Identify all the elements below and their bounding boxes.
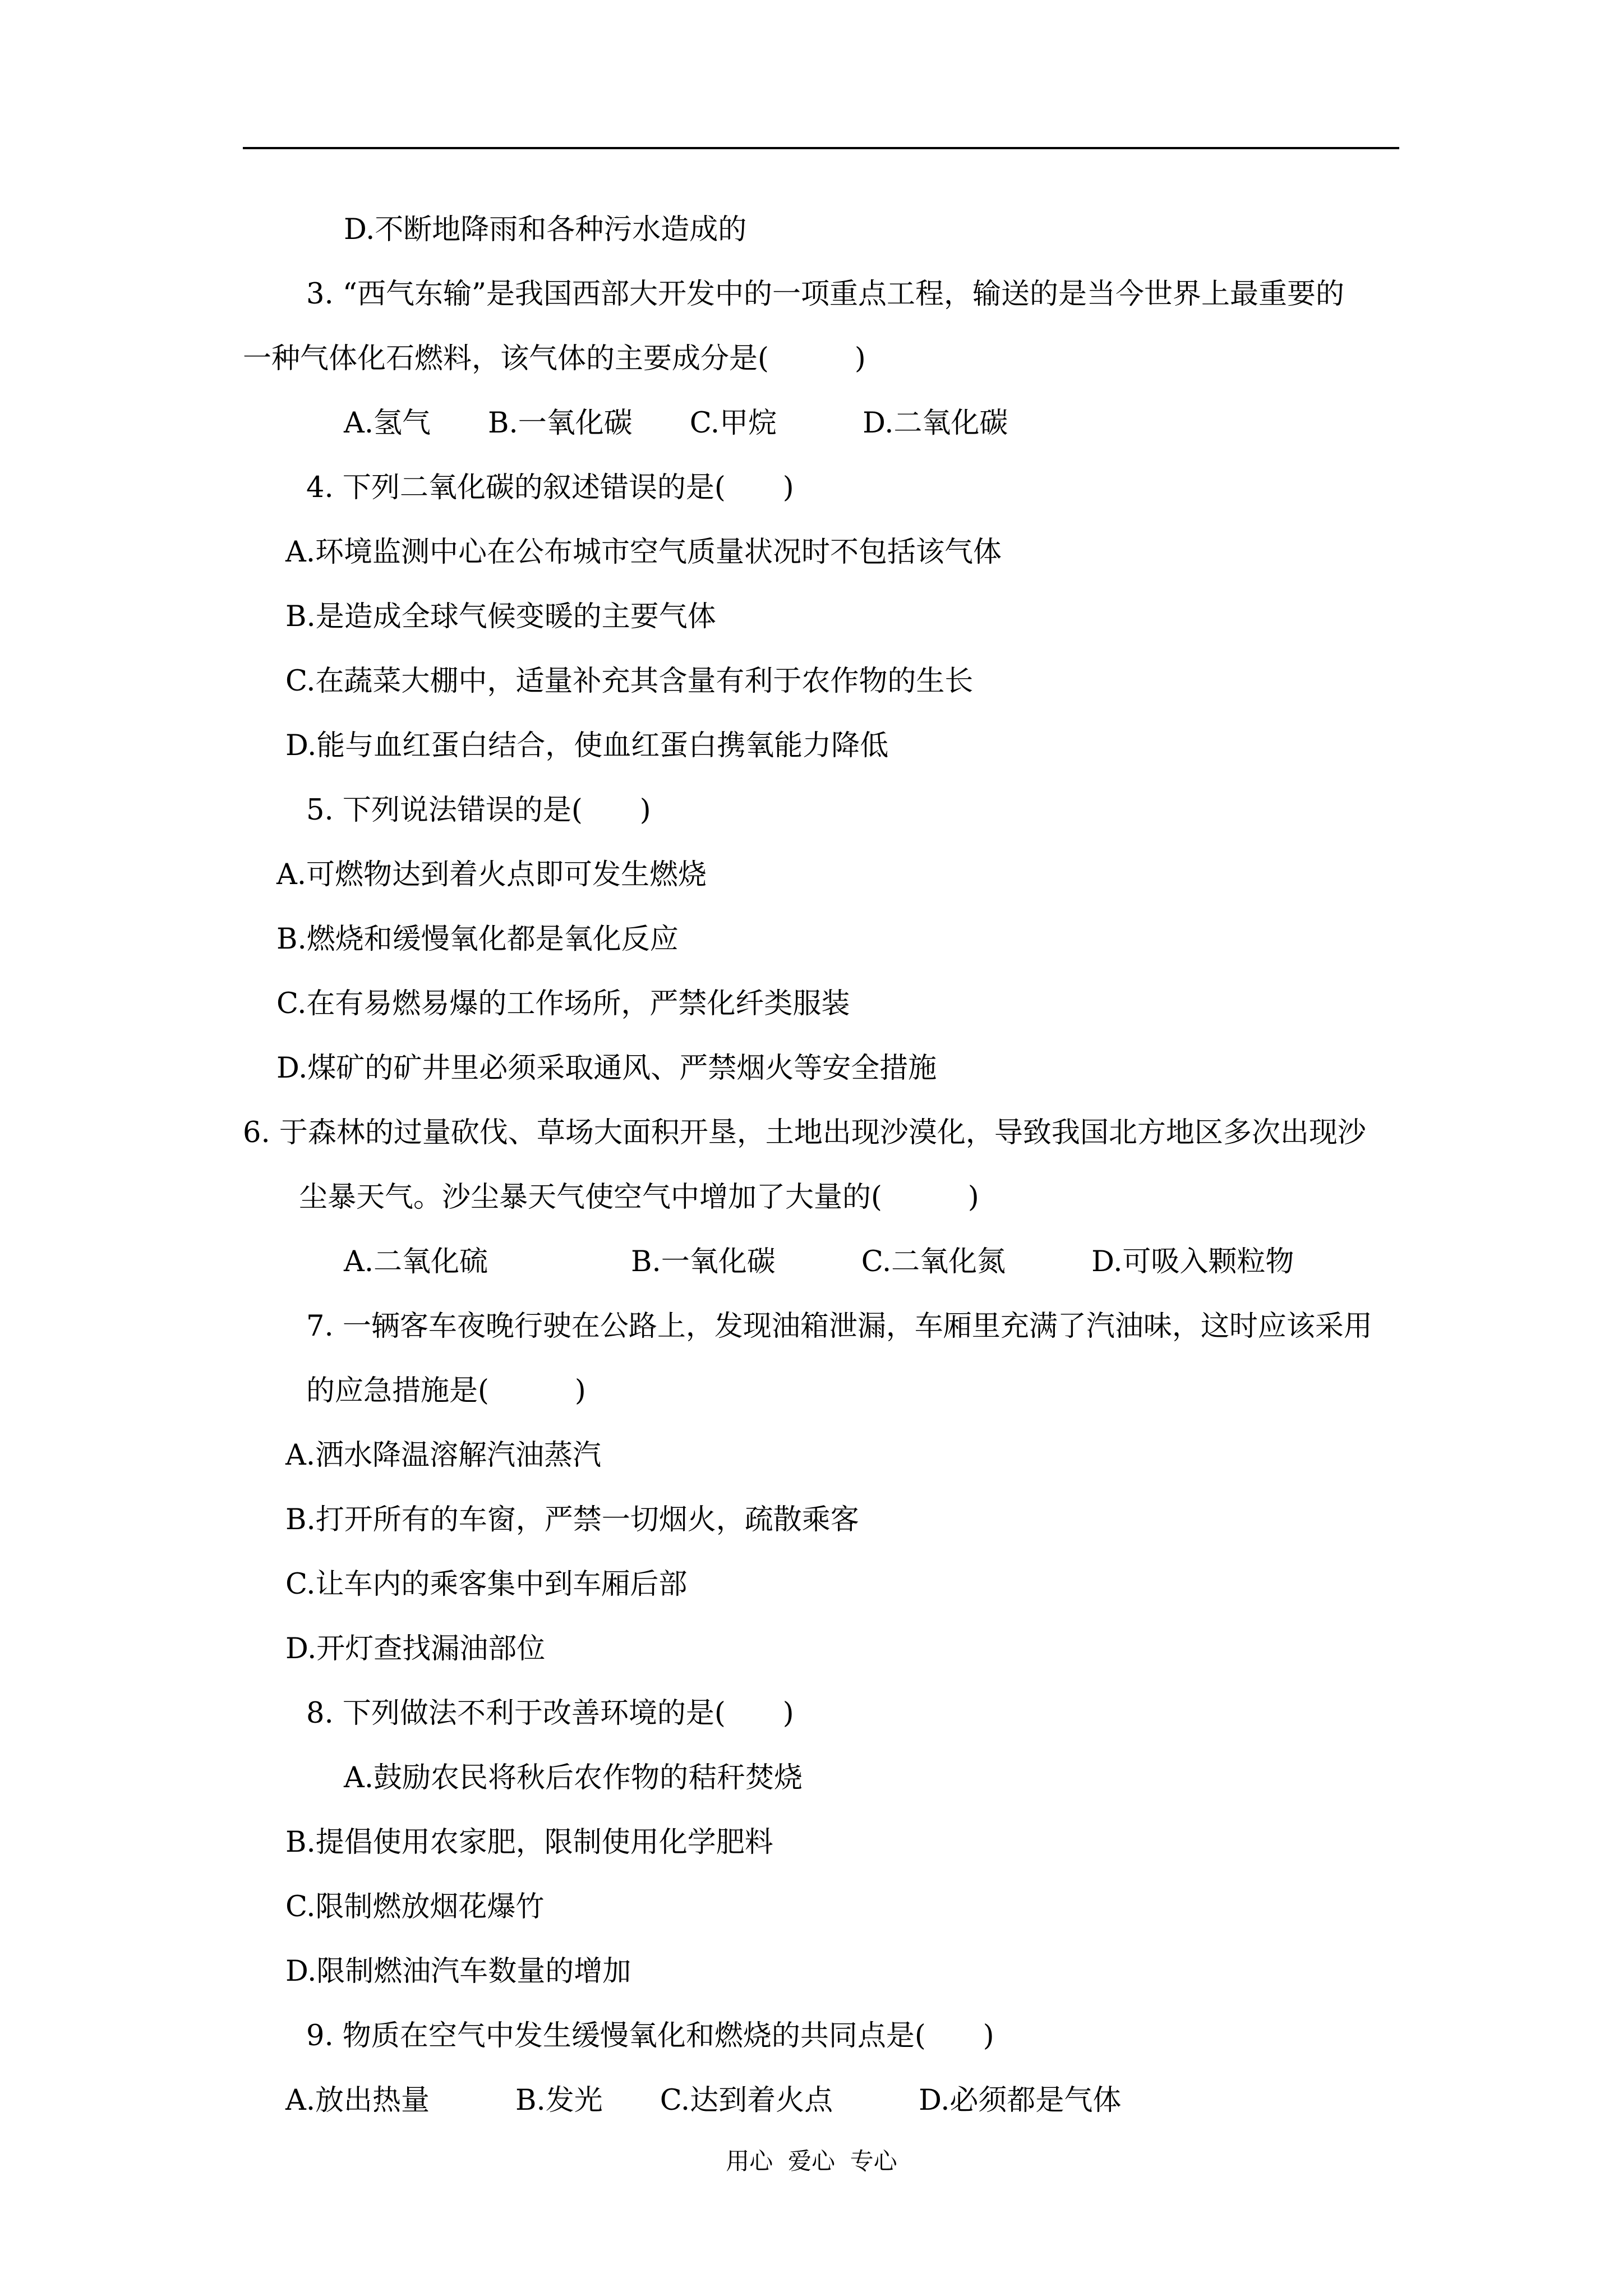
q5-option-a: A.可燃物达到着火点即可发生燃烧 bbox=[276, 858, 707, 891]
q4-stem: 4. 下列二氧化碳的叙述错误的是( ) bbox=[306, 471, 794, 504]
q4-option-c: C.在蔬菜大棚中，适量补充其含量有利于农作物的生长 bbox=[285, 665, 974, 698]
q4-option-b: B.是造成全球气候变暖的主要气体 bbox=[285, 600, 716, 633]
q7-option-c: C.让车内的乘客集中到车厢后部 bbox=[285, 1568, 688, 1601]
q8-option-d: D.限制燃油汽车数量的增加 bbox=[285, 1955, 631, 1988]
q6-stem-line1: 6. 于森林的过量砍伐、草场大面积开垦，土地出现沙漠化，导致我国北方地区多次出现沙 bbox=[243, 1116, 1366, 1149]
q5-option-b: B.燃烧和缓慢氧化都是氧化反应 bbox=[276, 923, 679, 956]
page-footer: 用心 爱心 专心 bbox=[726, 2147, 897, 2175]
q9-options: A.放出热量 B.发光 C.达到着火点 D.必须都是气体 bbox=[285, 2084, 1122, 2117]
q5-option-c: C.在有易燃易爆的工作场所，严禁化纤类服装 bbox=[276, 987, 850, 1020]
q8-option-a: A.鼓励农民将秋后农作物的秸秆焚烧 bbox=[344, 1761, 803, 1795]
q4-option-d: D.能与血红蛋白结合，使血红蛋白携氧能力降低 bbox=[285, 729, 889, 762]
header-rule bbox=[243, 147, 1399, 149]
q7-stem-line1: 7. 一辆客车夜晚行驶在公路上，发现油箱泄漏，车厢里充满了汽油味，这时应该采用 bbox=[306, 1310, 1372, 1343]
q4-option-a: A.环境监测中心在公布城市空气质量状况时不包括该气体 bbox=[285, 536, 1002, 569]
q5-stem: 5. 下列说法错误的是( ) bbox=[306, 794, 651, 827]
q8-option-b: B.提倡使用农家肥，限制使用化学肥料 bbox=[285, 1826, 773, 1859]
q5-option-d: D.煤矿的矿井里必须采取通风、严禁烟火等安全措施 bbox=[276, 1052, 937, 1085]
q7-option-d: D.开灯查找漏油部位 bbox=[285, 1632, 546, 1665]
q8-stem: 8. 下列做法不利于改善环境的是( ) bbox=[306, 1697, 794, 1730]
q9-stem: 9. 物质在空气中发生缓慢氧化和燃烧的共同点是( ) bbox=[306, 2019, 994, 2053]
q7-stem-line2: 的应急措施是( ) bbox=[306, 1374, 586, 1407]
q7-option-a: A.洒水降温溶解汽油蒸汽 bbox=[285, 1439, 602, 1472]
q3-options: A.氢气 B.一氧化碳 C.甲烷 D.二氧化碳 bbox=[344, 407, 1008, 440]
q7-option-b: B.打开所有的车窗，严禁一切烟火，疏散乘客 bbox=[285, 1503, 859, 1536]
q6-stem-line2: 尘暴天气。沙尘暴天气使空气中增加了大量的( ) bbox=[299, 1181, 979, 1214]
q3-stem-line1: 3. “西气东输”是我国西部大开发中的一项重点工程，输送的是当今世界上最重要的 bbox=[306, 278, 1345, 311]
q3-stem-line2: 一种气体化石燃料，该气体的主要成分是( ) bbox=[243, 342, 866, 375]
q8-option-c: C.限制燃放烟花爆竹 bbox=[285, 1890, 545, 1924]
q2-option-d: D.不断地降雨和各种污水造成的 bbox=[344, 213, 747, 246]
q6-options: A.二氧化硫 B.一氧化碳 C.二氧化氮 D.可吸入颗粒物 bbox=[344, 1245, 1294, 1278]
